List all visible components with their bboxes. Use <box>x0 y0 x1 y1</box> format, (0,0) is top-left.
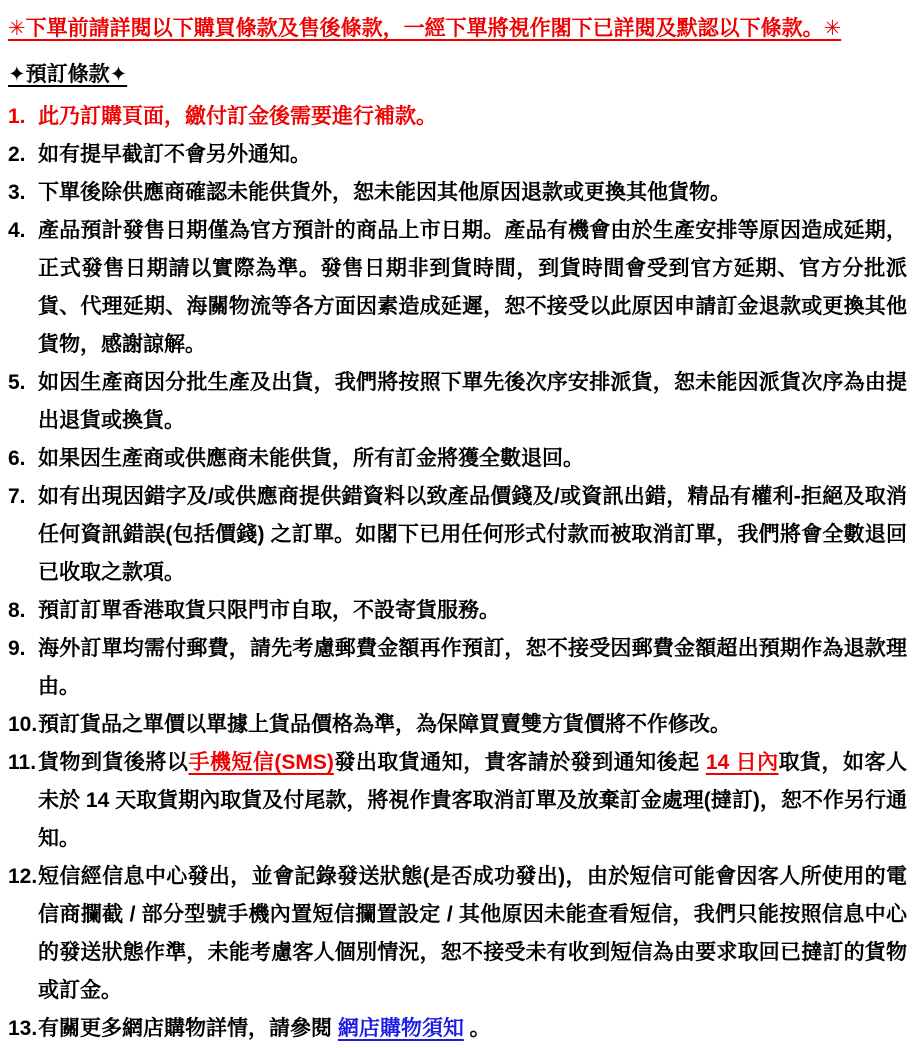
term-text <box>38 706 907 744</box>
term-text-segment: 如果因生產商或供應商未能供貨，所有訂金將獲全數退回。 <box>38 447 584 470</box>
term-item <box>8 136 907 174</box>
term-item <box>8 98 907 136</box>
term-text <box>38 592 907 630</box>
term-number: 8. <box>8 599 26 622</box>
term-number: 10. <box>8 713 38 736</box>
term-text <box>38 478 907 592</box>
term-text-segment: 海外訂單均需付郵費，請先考慮郵費金額再作預訂，恕不接受因郵費金額超出預期作為退款理由。 <box>38 637 907 698</box>
term-text-segment: 。 <box>463 1017 491 1040</box>
store-shopping-notice-link[interactable]: 網店購物須知 <box>337 1017 464 1040</box>
pre-order-warning-title: ✳下單前請詳閱以下購買條款及售後條款，一經下單將視作閣下已詳閱及默認以下條款。✳ <box>8 17 842 40</box>
term-number: 11. <box>8 751 37 774</box>
term-number: 9. <box>8 637 26 660</box>
term-text <box>38 98 907 136</box>
term-text-segment: 預訂貨品之單價以單據上貨品價格為準，為保障買賣雙方貨價將不作修改。 <box>38 713 731 736</box>
term-text-segment: 下單後除供應商確認未能供貨外，恕未能因其他原因退款或更換其他貨物。 <box>38 181 731 204</box>
term-number: 4. <box>8 219 26 242</box>
term-text-segment: 貨物到貨後將以 <box>38 751 189 774</box>
term-item <box>8 592 907 630</box>
term-item <box>8 1010 907 1048</box>
term-item <box>8 212 907 364</box>
term-text <box>38 364 907 440</box>
term-text-segment: 預訂訂單香港取貨只限門市自取，不設寄貨服務。 <box>38 599 500 622</box>
term-text-segment: 短信經信息中心發出，並會記錄發送狀態(是否成功發出)，由於短信可能會因客人所使用的電信商攔截 / 部分型號手機內置短信攔置設定 / 其他原因未能查看短信，我們只能按照信息中心的發送狀態作準，未能考慮客人個別情況，恕不接受未有收到短信為由要求取回已撻訂的貨物或訂金。 <box>38 865 907 1002</box>
term-number: 1. <box>8 105 26 128</box>
term-text-segment: 發出取貨通知，貴客請於發到通知後起 <box>333 751 706 774</box>
term-item <box>8 364 907 440</box>
term-number: 2. <box>8 143 26 166</box>
highlighted-term-text: 14 日內 <box>705 751 779 774</box>
term-text <box>38 440 907 478</box>
term-text <box>38 212 907 364</box>
term-text-segment: 有關更多網店購物詳情，請參閱 <box>38 1017 338 1040</box>
term-item <box>8 706 907 744</box>
term-text-segment: 此乃訂購頁面，繳付訂金後需要進行補款。 <box>38 105 437 128</box>
term-number: 7. <box>8 485 26 508</box>
term-item <box>8 478 907 592</box>
term-number: 12. <box>8 865 38 888</box>
term-number: 13. <box>8 1017 38 1040</box>
term-number: 5. <box>8 371 26 394</box>
term-text <box>38 1010 907 1048</box>
term-text-segment: 如有提早截訂不會另外通知。 <box>38 143 311 166</box>
term-text <box>38 744 907 858</box>
terms-list <box>8 98 907 1048</box>
term-text <box>38 858 907 1010</box>
term-text-segment: 產品預計發售日期僅為官方預計的商品上市日期。產品有機會由於生產安排等原因造成延期，正式發售日期請以實際為準。發售日期非到貨時間，到貨時間會受到官方延期、官方分批派貨、代理延期、海關物流等各方面因素造成延遲，恕不接受以此原因申請訂金退款或更換其他貨物，感謝諒解。 <box>38 219 907 356</box>
term-item <box>8 744 907 858</box>
term-item <box>8 630 907 706</box>
term-item <box>8 858 907 1010</box>
term-text-segment: 如有出現因錯字及/或供應商提供錯資料以致產品價錢及/或資訊出錯，精品有權利-拒絕及取消任何資訊錯誤(包括價錢) 之訂單。如閣下已用任何形式付款而被取消訂單，我們將會全數退回已收取之款項。 <box>38 485 907 584</box>
term-text <box>38 136 907 174</box>
highlighted-term-text: 手機短信(SMS) <box>188 751 334 774</box>
term-number: 6. <box>8 447 26 470</box>
term-text <box>38 630 907 706</box>
term-item <box>8 174 907 212</box>
term-number: 3. <box>8 181 26 204</box>
term-text-segment: 取貨，如客人未於 14 天取貨期內取貨及付尾款，將視作貴客取消訂單及放棄訂金處理(撻訂)，恕不作另行通知。 <box>38 751 907 850</box>
term-text-segment: 如因生產商因分批生產及出貨，我們將按照下單先後次序安排派貨，恕未能因派貨次序為由提出退貨或換貨。 <box>38 371 907 432</box>
term-text <box>38 174 907 212</box>
term-item <box>8 440 907 478</box>
section-heading-preorder-terms: ✦預訂條款✦ <box>8 63 128 86</box>
